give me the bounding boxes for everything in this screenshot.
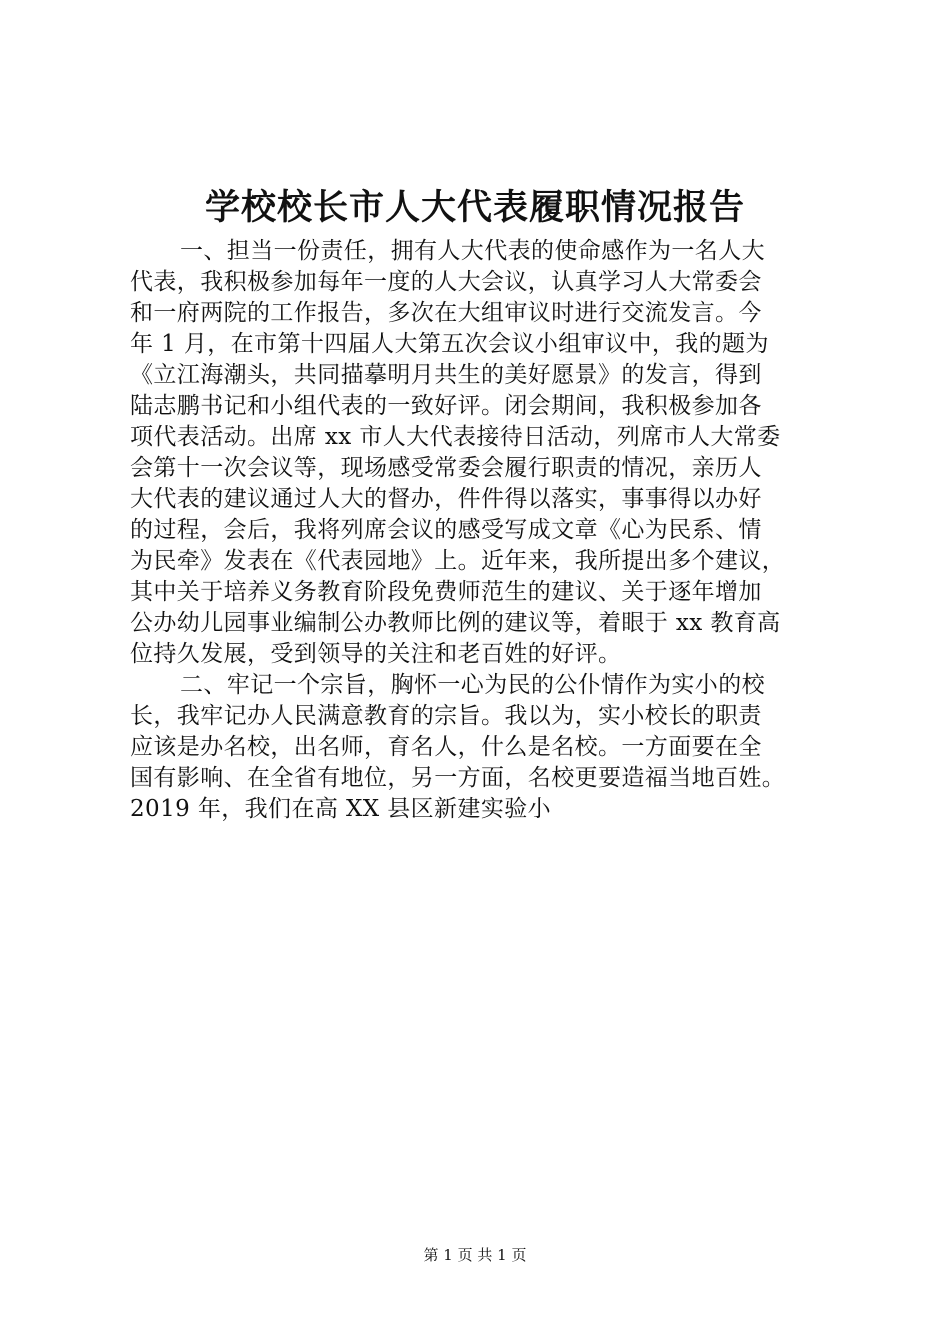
paragraph-1-line: 其中关于培养义务教育阶段免费师范生的建议、关于逐年增加 [130,579,762,605]
paragraph-2-line: 应该是办名校，出名师，育名人，什么是名校。一方面要在全 [130,734,762,760]
paragraph-1-line: 位持久发展，受到领导的关注和老百姓的好评。 [130,641,622,667]
paragraph-2-line: 国有影响、在全省有地位，另一方面，名校更要造福当地百姓。 [130,765,786,791]
paragraph-1-line: 一、担当一份责任，拥有人大代表的使命感作为一名人大 [180,238,765,264]
paragraph-1-line: 代表，我积极参加每年一度的人大会议，认真学习人大常委会 [130,269,762,295]
paragraph-1-line: 《立江海潮头，共同描摹明月共生的美好愿景》的发言，得到 [130,362,762,388]
page-footer: 第 1 页 共 1 页 [423,1246,527,1264]
body-text [130,236,830,825]
paragraph-2-line: 二、牢记一个宗旨，胸怀一心为民的公仆情作为实小的校 [180,672,765,698]
paragraph-1-line: 陆志鹏书记和小组代表的一致好评。闭会期间，我积极参加各 [130,393,762,419]
paragraph-1-line: 为民牵》发表在《代表园地》上。近年来，我所提出多个建议， [130,548,786,574]
paragraph-2-line: 长，我牢记办人民满意教育的宗旨。我以为，实小校长的职责 [130,703,762,729]
paragraph-1-line: 年 1 月，在市第十四届人大第五次会议小组审议中，我的题为 [130,331,769,357]
paragraph-1-line: 项代表活动。出席 xx 市人大代表接待日活动，列席市人大常委 [130,424,781,450]
paragraph-1-line: 大代表的建议通过人大的督办，件件得以落实，事事得以办好 [130,486,762,512]
paragraph-1-line: 会第十一次会议等，现场感受常委会履行职责的情况，亲历人 [130,455,762,481]
page-title: 学校校长市人大代表履职情况报告 [204,187,745,228]
paragraph-2-line: 2019 年，我们在高 XX 县区新建实验小 [130,796,552,822]
paragraph-1-line: 公办幼儿园事业编制公办教师比例的建议等，着眼于 xx 教育高 [130,610,781,636]
paragraph-1-line: 的过程，会后，我将列席会议的感受写成文章《心为民系、情 [130,517,762,543]
paragraph-1-line: 和一府两院的工作报告，多次在大组审议时进行交流发言。今 [130,300,762,326]
